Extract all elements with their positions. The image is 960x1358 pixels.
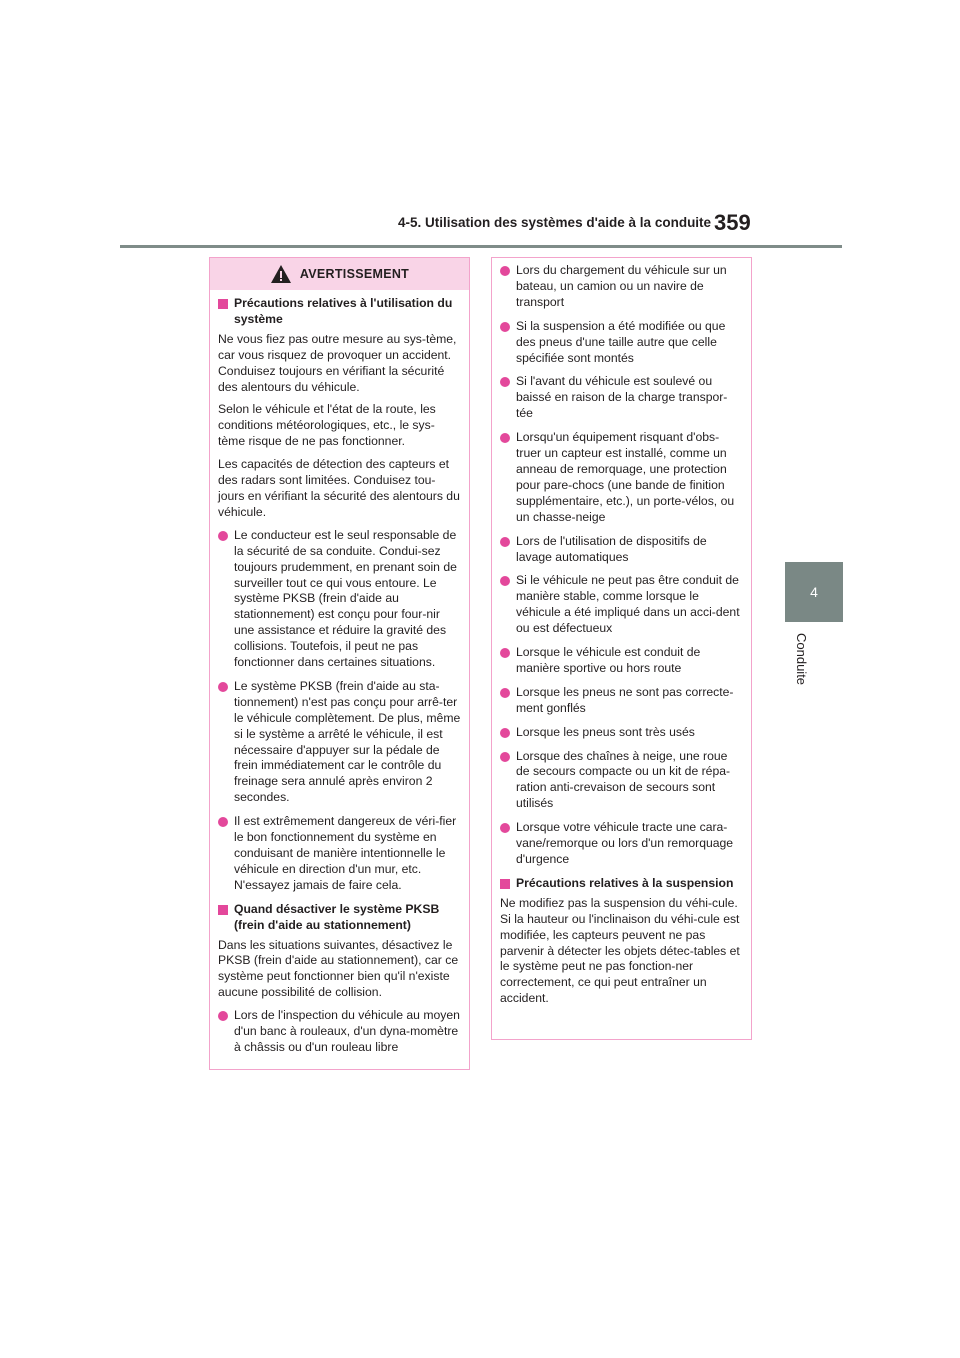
warning-triangle-icon (270, 264, 292, 284)
section-heading: Quand désactiver le système PKSB (frein d'aide au stationnement) (218, 902, 461, 934)
section-heading: Précautions relatives à l'utilisation du système (218, 296, 461, 328)
warning-box-left (209, 257, 470, 1070)
list-item: Si le véhicule ne peut pas être conduit de manière stable, comme lorsque le véhicule a été impliqué dans un acci-dent ou est défectueux (500, 573, 743, 637)
round-bullet-icon (500, 648, 510, 658)
list-item: Le conducteur est le seul responsable de la sécurité de sa conduite. Condui-sez toujours prudemment, en prenant soin de surveiller tout ce qui vous entoure. Le système PKSB (frein d'aide au stationnement) est conçu pour four-nir une assistance et réduire la gravité des collisions. Toutefois, il peut ne pas fonctionner dans certaines situations. (218, 528, 461, 671)
warning-content-right (492, 258, 751, 1018)
round-bullet-icon (500, 377, 510, 387)
paragraph: Ne vous fiez pas outre mesure au sys-tème, car vous risquez de provoquer un accident. Conduisez toujours en vérifiant la sécurité des alentours du véhicule. (218, 331, 457, 394)
warning-header (210, 258, 469, 290)
round-bullet-icon (500, 752, 510, 762)
paragraph: Ne modifiez pas la suspension du véhi-cule. Si la hauteur ou l'inclinaison du véhi-cule est modifiée, les capteurs peuvent ne pas parvenir à détecter les objets détec-tables et le système peut ne pas fonction-ner correctement, ce qui peut entraîner un accident. (500, 895, 740, 1006)
chapter-tab[interactable] (785, 562, 843, 622)
list-item: Lorsque les pneus ne sont pas correcte-ment gonflés (500, 685, 743, 717)
round-bullet-icon (218, 817, 228, 827)
round-bullet-icon (500, 322, 510, 332)
round-bullet-icon (218, 1011, 228, 1021)
list-item: Si la suspension a été modifiée ou que des pneus d'une taille autre que celle spécifiée sont montés (500, 319, 743, 367)
list-item: Lorsqu'un équipement risquant d'obs-truer un capteur est installé, comme un anneau de remorquage, une protection pour pare-chocs (une bande de finition supplémentaire, etc.), un porte-vélos, ou un chasse-neige (500, 430, 743, 525)
square-bullet-icon (500, 879, 510, 889)
list-item: Le système PKSB (frein d'aide au sta-tionnement) n'est pas conçu pour arrê-ter le véhicule complètement. De plus, même si le système a arrêté le véhicule, il est nécessaire d'appuyer sur la pédale de frein immédiatement car le contrôle du freinage sera annulé après environ 2 secondes. (218, 679, 461, 806)
round-bullet-icon (500, 576, 510, 586)
round-bullet-icon (218, 531, 228, 541)
chapter-label: Conduite (794, 633, 809, 686)
list-item: Lorsque les pneus sont très usés (500, 725, 743, 741)
list-item: Il est extrêmement dangereux de véri-fier le bon fonctionnement du système en conduisant de manière intentionnelle le véhicule en direction d'un mur, etc. N'essayez jamais de faire cela. (218, 814, 461, 894)
round-bullet-icon (500, 688, 510, 698)
paragraph: Selon le véhicule et l'état de la route, les conditions météorologiques, etc., le sys-tème risque de ne pas fonctionner. (218, 402, 436, 449)
list-item: Lorsque des chaînes à neige, une roue de secours compacte ou un kit de répa-ration anti-crevaison de secours sont utilisés (500, 749, 743, 813)
warning-title: AVERTISSEMENT (299, 267, 410, 281)
list-item: Lors du chargement du véhicule sur un bateau, un camion ou un navire de transport (500, 263, 743, 311)
section-title: 4-5. Utilisation des systèmes d'aide à la conduite (398, 215, 712, 230)
round-bullet-icon (500, 433, 510, 443)
list-item: Lors de l'utilisation de dispositifs de lavage automatiques (500, 534, 743, 566)
page-number: 359 (714, 210, 751, 235)
warning-content-left (210, 290, 469, 1068)
square-bullet-icon (218, 905, 228, 915)
list-item: Lorsque le véhicule est conduit de manière sportive ou hors route (500, 645, 743, 677)
paragraph: Les capacités de détection des capteurs et des radars sont limitées. Conduisez tou-jours en vérifiant la sécurité des alentours du véhicule. (218, 457, 460, 519)
list-item: Si l'avant du véhicule est soulevé ou baissé en raison de la charge transpor-tée (500, 374, 743, 422)
list-item: Lors de l'inspection du véhicule au moyen d'un banc à rouleaux, d'un dyna-momètre à châssis ou d'un rouleau libre (218, 1008, 461, 1056)
paragraph: Dans les situations suivantes, désactivez le PKSB (frein d'aide au stationnement), car ce système peut fonctionner bien qu'il n'existe aucune possibilité de collision. (218, 937, 459, 1000)
round-bullet-icon (218, 682, 228, 692)
round-bullet-icon (500, 266, 510, 276)
round-bullet-icon (500, 823, 510, 833)
header-divider (120, 245, 842, 248)
chapter-number: 4 (810, 584, 818, 600)
round-bullet-icon (500, 537, 510, 547)
square-bullet-icon (218, 299, 228, 309)
section-heading: Précautions relatives à la suspension (500, 876, 743, 892)
list-item: Lorsque votre véhicule tracte une cara-vane/remorque ou lors d'un remorquage d'urgence (500, 820, 743, 868)
round-bullet-icon (500, 728, 510, 738)
warning-box-right (491, 257, 752, 1040)
